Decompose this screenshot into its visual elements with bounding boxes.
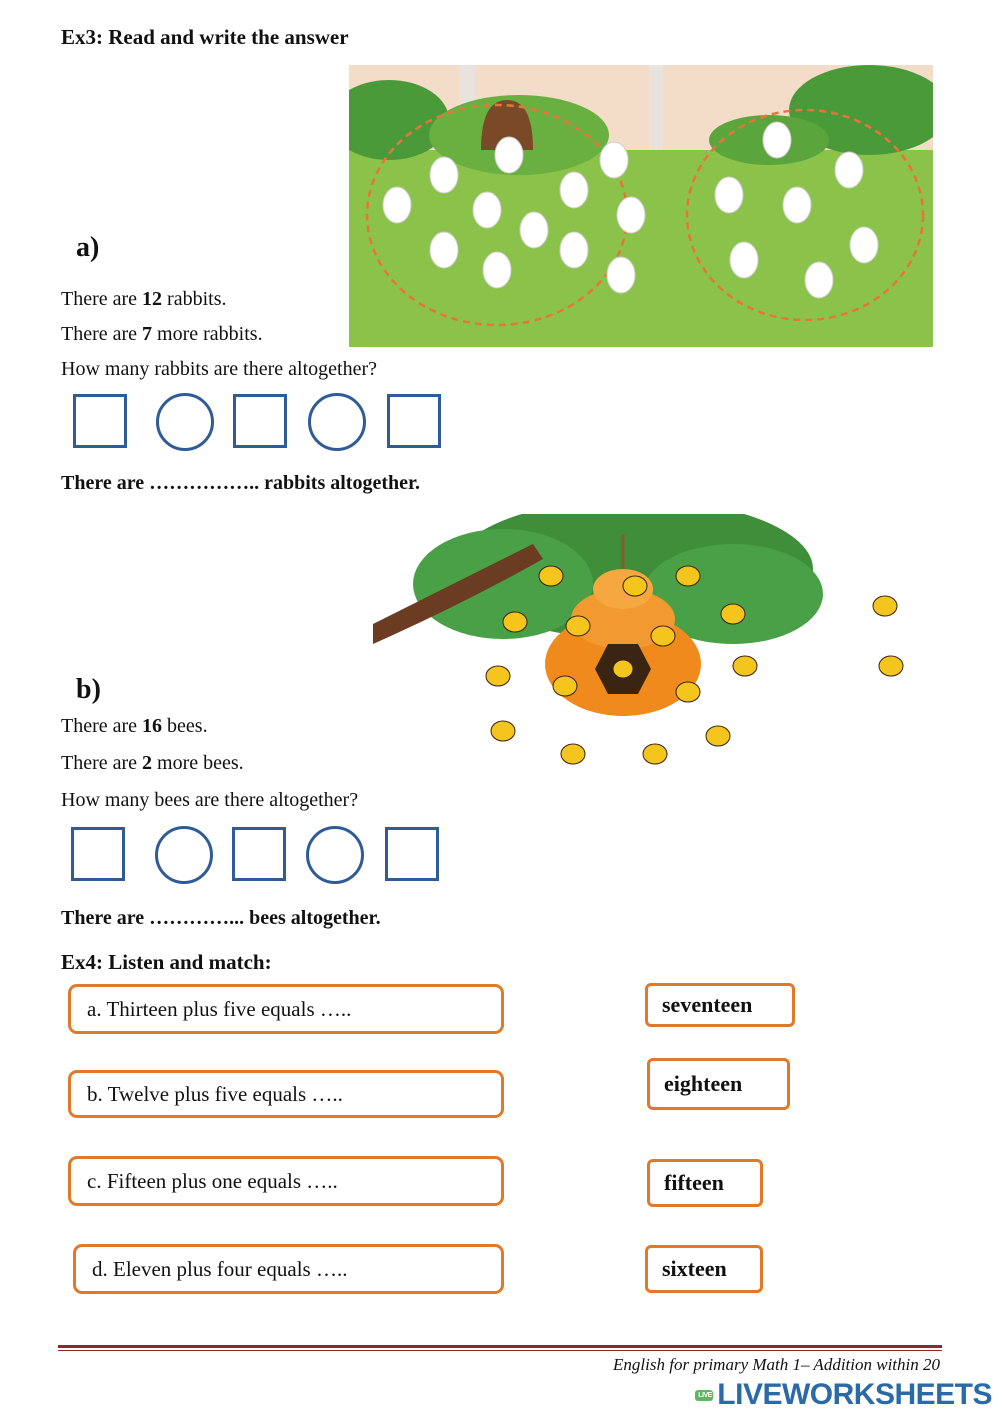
ex3b-line2: There are 2 more bees. [61, 752, 244, 774]
match-right-eighteen[interactable]: eighteen [647, 1058, 790, 1110]
footer-caption: English for primary Math 1– Addition within 20 [613, 1355, 940, 1374]
ex3a-question: How many rabbits are there altogether? [61, 358, 377, 380]
brand-text: LIVEWORKSHEETS [717, 1378, 992, 1411]
footer-rule-thin [58, 1350, 942, 1351]
operator-circle[interactable] [308, 393, 366, 451]
bees-illustration [373, 514, 918, 776]
match-left-a[interactable]: a. Thirteen plus five equals ….. [68, 984, 504, 1034]
answer-box[interactable] [232, 827, 286, 881]
answer-box[interactable] [385, 827, 439, 881]
answer-box[interactable] [387, 394, 441, 448]
rabbits-illustration [349, 65, 933, 347]
match-right-seventeen[interactable]: seventeen [645, 983, 795, 1027]
footer-rule [58, 1345, 942, 1348]
ex3b-line1: There are 16 bees. [61, 715, 208, 737]
ex4-title: Ex4: Listen and match: [61, 950, 272, 974]
operator-circle[interactable] [306, 826, 364, 884]
ex3a-answer-sentence: There are …………….. rabbits altogether. [61, 472, 421, 494]
logo-icon: LIVE [695, 1390, 713, 1401]
operator-circle[interactable] [155, 826, 213, 884]
ex3b-answer-sentence: There are …………... bees altogether. [61, 907, 381, 929]
liveworksheets-logo [695, 1378, 992, 1412]
match-left-d[interactable]: d. Eleven plus four equals ….. [73, 1244, 504, 1294]
operator-circle[interactable] [156, 393, 214, 451]
match-left-b[interactable]: b. Twelve plus five equals ….. [68, 1070, 504, 1118]
answer-box[interactable] [233, 394, 287, 448]
match-right-fifteen[interactable]: fifteen [647, 1159, 763, 1207]
ex3b-label: b) [76, 674, 101, 705]
ex3a-label: a) [76, 232, 100, 263]
ex3a-line1: There are 12 rabbits. [61, 288, 227, 310]
answer-box[interactable] [71, 827, 125, 881]
match-right-sixteen[interactable]: sixteen [645, 1245, 763, 1293]
ex3b-question: How many bees are there altogether? [61, 789, 359, 811]
answer-box[interactable] [73, 394, 127, 448]
ex3a-line2: There are 7 more rabbits. [61, 323, 263, 345]
ex3-title: Ex3: Read and write the answer [61, 25, 349, 49]
match-left-c[interactable]: c. Fifteen plus one equals ….. [68, 1156, 504, 1206]
